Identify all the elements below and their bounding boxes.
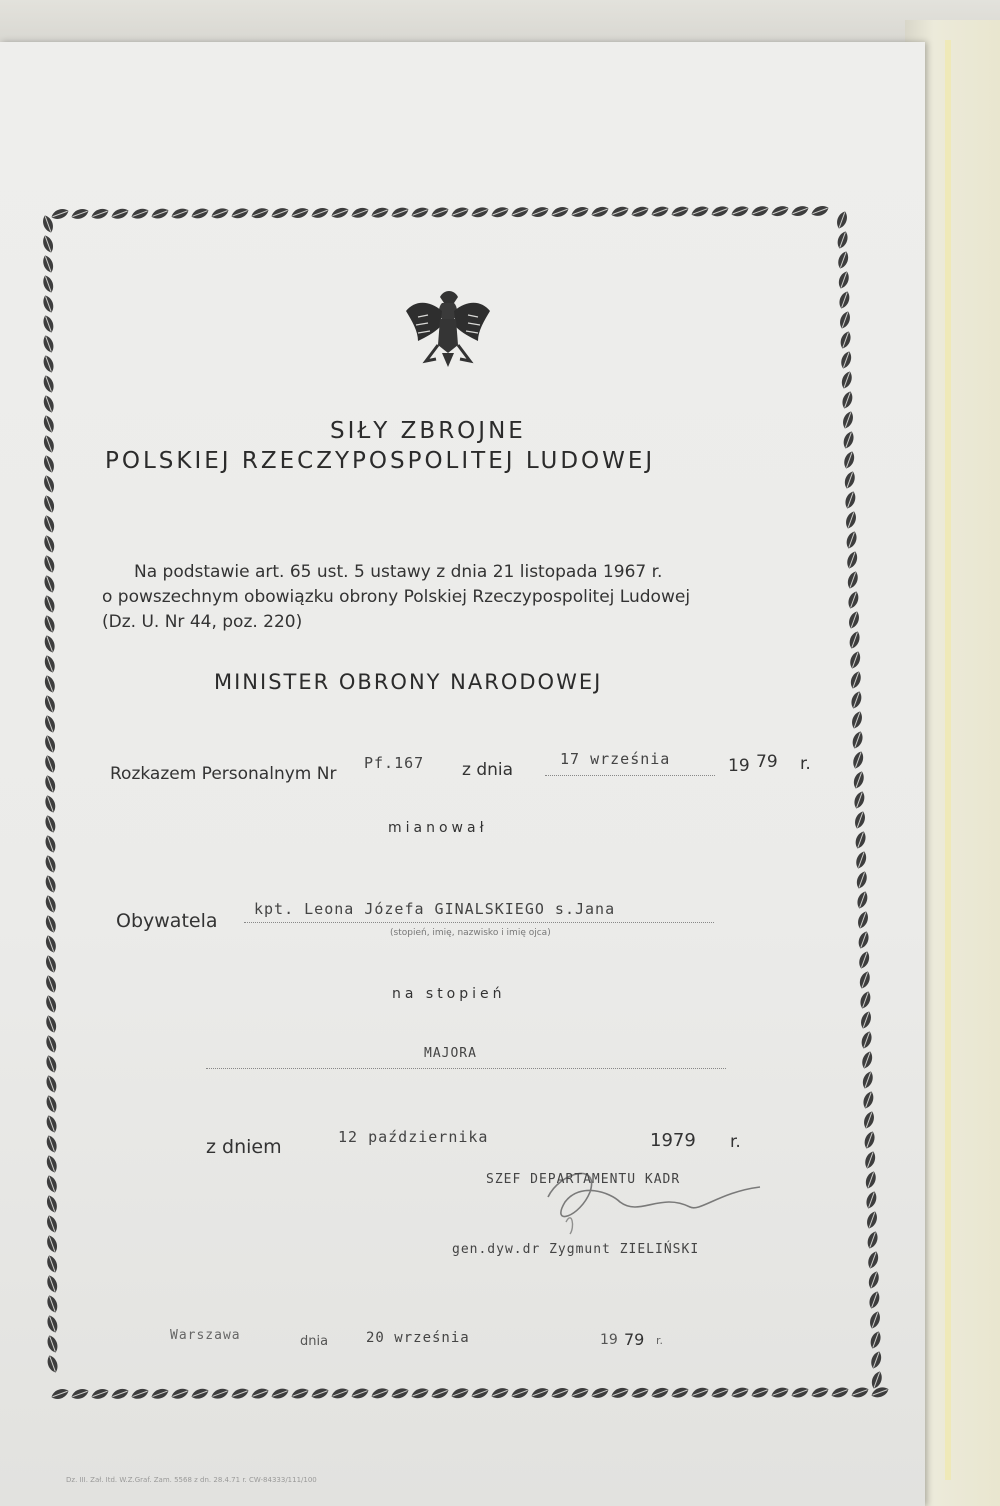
effective-year: 1979 [650, 1130, 696, 1151]
border-leaf [730, 1385, 750, 1400]
border-leaf [845, 570, 860, 590]
border-leaf [410, 205, 430, 220]
border-right [835, 210, 884, 1390]
border-leaf [390, 205, 410, 220]
border-leaf [44, 1014, 59, 1034]
border-leaf [849, 690, 864, 710]
border-leaf [850, 710, 865, 730]
border-leaf [42, 554, 57, 574]
border-leaf [430, 1386, 450, 1401]
border-leaf [470, 205, 490, 220]
border-leaf [865, 1210, 880, 1230]
border-leaf [590, 205, 610, 220]
border-leaf [42, 654, 57, 674]
border-leaf [41, 294, 56, 314]
border-leaf [857, 950, 872, 970]
order-label: Rozkazem Personalnym Nr [110, 764, 337, 784]
border-leaf [843, 490, 858, 510]
border-leaf [42, 534, 57, 554]
border-leaf [43, 794, 58, 814]
border-leaf [45, 1334, 60, 1354]
border-leaf [41, 334, 56, 354]
border-leaf [830, 1385, 850, 1400]
border-leaf [530, 205, 550, 220]
border-leaf [852, 790, 867, 810]
place-date-label: dnia [300, 1334, 329, 1349]
border-leaf [42, 514, 57, 534]
border-leaf [44, 1094, 59, 1114]
border-leaf [867, 1290, 882, 1310]
border-leaf [270, 1386, 290, 1401]
border-leaf [610, 204, 630, 219]
border-leaf [490, 1386, 510, 1401]
rank-value: MAJORA [424, 1046, 477, 1061]
border-leaf [150, 206, 170, 221]
border-leaf [310, 1386, 330, 1401]
order-date-line [545, 775, 715, 776]
border-leaf [41, 394, 56, 414]
border-leaf [847, 630, 862, 650]
border-leaf [670, 204, 690, 219]
border-leaf [790, 204, 810, 219]
border-leaf [869, 1350, 884, 1370]
border-leaf [42, 634, 57, 654]
border-leaf [869, 1370, 884, 1390]
border-leaf [866, 1270, 881, 1290]
border-leaf [450, 205, 470, 220]
border-leaf [450, 1386, 470, 1401]
border-leaf [45, 1314, 60, 1334]
border-leaf [290, 1386, 310, 1401]
header-line-2: POLSKIEJ RZECZYPOSPOLITEJ LUDOWEJ [105, 448, 656, 474]
border-leaf [42, 474, 57, 494]
border-leaf [41, 314, 56, 334]
legal-basis-line-2: o powszechnym obowiązku obrony Polskiej Rzeczypospolitej Ludowej [102, 587, 691, 607]
border-leaf [45, 1274, 60, 1294]
border-leaf [130, 1387, 150, 1402]
border-leaf [864, 1190, 879, 1210]
border-leaf [838, 310, 853, 330]
border-leaf [45, 1294, 60, 1314]
citizen-hint: (stopień, imię, nazwisko i imię ojca) [390, 928, 551, 938]
border-leaf [170, 1386, 190, 1401]
border-leaf [836, 270, 851, 290]
border-leaf [350, 205, 370, 220]
effective-date-value: 12 października [338, 1128, 489, 1146]
border-leaf [310, 206, 330, 221]
rank-label: na stopień [392, 986, 506, 1002]
border-leaf [130, 206, 150, 221]
border-leaf [856, 930, 871, 950]
border-leaf [835, 230, 850, 250]
border-leaf [41, 374, 56, 394]
border-leaf [170, 206, 190, 221]
border-leaf [810, 204, 830, 219]
border-leaf [43, 774, 58, 794]
border-leaf [836, 250, 851, 270]
border-leaf [630, 204, 650, 219]
border-leaf [862, 1130, 877, 1150]
border-leaf [860, 1050, 875, 1070]
border-leaf [44, 1154, 59, 1174]
border-leaf [190, 206, 210, 221]
border-leaf [650, 204, 670, 219]
border-leaf [841, 430, 856, 450]
border-leaf [210, 1386, 230, 1401]
border-leaf [770, 1385, 790, 1400]
border-leaf [490, 205, 510, 220]
border-leaf [45, 1174, 60, 1194]
border-leaf [730, 204, 750, 219]
border-leaf [863, 1150, 878, 1170]
border-leaf [370, 205, 390, 220]
legal-basis-line-3: (Dz. U. Nr 44, poz. 220) [102, 612, 303, 632]
border-leaf [43, 734, 58, 754]
border-leaf [44, 954, 59, 974]
border-leaf [790, 1385, 810, 1400]
border-leaf [43, 854, 58, 874]
order-date-label: z dnia [462, 760, 514, 780]
border-leaf [45, 1214, 60, 1234]
order-date-value: 17 września [560, 750, 671, 768]
border-leaf [858, 990, 873, 1010]
border-leaf [859, 1010, 874, 1030]
effective-label: z dniem [206, 1136, 282, 1158]
border-leaf [530, 1386, 550, 1401]
border-leaf [846, 590, 861, 610]
border-leaf [330, 206, 350, 221]
border-leaf [630, 1386, 650, 1401]
border-leaf [570, 205, 590, 220]
border-leaf [610, 1386, 630, 1401]
border-leaf [844, 510, 859, 530]
rank-line [206, 1068, 726, 1069]
border-leaf [45, 1234, 60, 1254]
border-leaf [42, 614, 57, 634]
border-leaf [841, 410, 856, 430]
border-leaf [868, 1310, 883, 1330]
border-leaf [650, 1385, 670, 1400]
border-leaf [855, 890, 870, 910]
border-leaf [848, 670, 863, 690]
border-leaf [857, 970, 872, 990]
border-leaf [44, 1034, 59, 1054]
border-leaf [690, 1385, 710, 1400]
border-leaf [90, 207, 110, 222]
border-leaf [854, 870, 869, 890]
border-leaf [230, 1386, 250, 1401]
border-leaf [865, 1230, 880, 1250]
print-footer: Dz. III. Zał. Itd. W.Z.Graf. Zam. 5568 z dn. 28.4.71 r. CW-84333/111/100 [66, 1476, 317, 1484]
border-leaf [850, 1385, 870, 1400]
border-leaf [410, 1386, 430, 1401]
border-leaf [44, 1054, 59, 1074]
border-leaf [90, 1387, 110, 1402]
border-leaf [859, 1030, 874, 1050]
border-leaf [44, 1114, 59, 1134]
border-leaf [845, 550, 860, 570]
border-leaf [43, 694, 58, 714]
border-leaf [839, 370, 854, 390]
border-leaf [851, 770, 866, 790]
place-year-unit: r. [656, 1334, 664, 1347]
border-leaf [45, 1194, 60, 1214]
order-year-prefix: 19 [728, 756, 750, 776]
border-leaf [43, 894, 58, 914]
border-leaf [854, 850, 869, 870]
border-leaf [844, 530, 859, 550]
place: Warszawa [170, 1328, 241, 1343]
border-leaf [210, 206, 230, 221]
place-date-value: 20 września [366, 1330, 470, 1346]
issuer-title: MINISTER OBRONY NARODOWEJ [214, 670, 603, 694]
border-leaf [670, 1385, 690, 1400]
border-leaf [839, 350, 854, 370]
border-leaf [250, 206, 270, 221]
border-leaf [43, 834, 58, 854]
border-leaf [430, 205, 450, 220]
signatory-title: SZEF DEPARTAMENTU KADR [486, 1172, 681, 1187]
border-leaf [863, 1170, 878, 1190]
border-leaf [868, 1330, 883, 1350]
border-leaf [510, 1386, 530, 1401]
border-bottom [50, 1385, 890, 1401]
citizen-line [244, 922, 714, 923]
border-leaf [770, 204, 790, 219]
border-leaf [750, 204, 770, 219]
border-leaf [110, 1387, 130, 1402]
border-leaf [550, 205, 570, 220]
border-leaf [250, 1386, 270, 1401]
appointed-label: mianował [388, 820, 488, 836]
border-leaf [230, 206, 250, 221]
border-leaf [842, 450, 857, 470]
border-leaf [190, 1386, 210, 1401]
polish-eagle-emblem [406, 291, 490, 367]
place-year-prefix: 19 [600, 1332, 618, 1348]
header-line-1: SIŁY ZBROJNE [330, 418, 526, 444]
border-leaf [848, 650, 863, 670]
border-leaf [710, 1385, 730, 1400]
border-leaf [842, 470, 857, 490]
border-leaf [838, 330, 853, 350]
order-year-unit: r. [800, 754, 811, 774]
border-leaf [44, 974, 59, 994]
border-leaf [690, 204, 710, 219]
border-leaf [866, 1250, 881, 1270]
border-top [50, 204, 830, 222]
border-leaf [43, 814, 58, 834]
border-leaf [510, 205, 530, 220]
border-leaf [43, 914, 58, 934]
border-leaf [550, 1386, 570, 1401]
border-leaf [570, 1386, 590, 1401]
border-leaf [270, 206, 290, 221]
background-sheet-edge [945, 40, 951, 1480]
border-leaf [150, 1386, 170, 1401]
border-leaf [43, 874, 58, 894]
border-leaf [370, 1386, 390, 1401]
border-leaf [41, 234, 56, 254]
border-leaf [50, 207, 70, 222]
border-leaf [41, 274, 56, 294]
border-leaf [41, 414, 56, 434]
border-leaf [835, 210, 850, 230]
border-leaf [850, 730, 865, 750]
border-leaf [43, 714, 58, 734]
legal-basis-line-1: Na podstawie art. 65 ust. 5 ustawy z dnia 21 listopada 1967 r. [134, 562, 663, 582]
border-leaf [847, 610, 862, 630]
border-leaf [110, 206, 130, 221]
border-leaf [710, 204, 730, 219]
order-year-suffix: 79 [756, 752, 778, 772]
border-leaf [837, 290, 852, 310]
border-leaf [42, 574, 57, 594]
border-leaf [750, 1385, 770, 1400]
border-leaf [810, 1385, 830, 1400]
border-leaf [42, 434, 57, 454]
border-leaf [350, 1386, 370, 1401]
border-leaf [41, 254, 56, 274]
border-leaf [70, 207, 90, 222]
border-leaf [43, 674, 58, 694]
order-number: Pf.167 [364, 754, 425, 772]
border-leaf [44, 1074, 59, 1094]
border-leaf [43, 754, 58, 774]
border-leaf [290, 206, 310, 221]
border-leaf [853, 830, 868, 850]
border-leaf [853, 810, 868, 830]
border-leaf [44, 994, 59, 1014]
border-leaf [45, 1254, 60, 1274]
border-leaf [590, 1386, 610, 1401]
border-leaf [860, 1070, 875, 1090]
effective-year-unit: r. [730, 1132, 741, 1152]
border-leaf [41, 354, 56, 374]
certificate-paper [0, 42, 925, 1506]
border-leaf [856, 910, 871, 930]
border-leaf [851, 750, 866, 770]
border-leaf [45, 1354, 60, 1374]
border-leaf [861, 1090, 876, 1110]
border-leaf [42, 454, 57, 474]
citizen-label: Obywatela [116, 910, 218, 932]
border-left [41, 214, 60, 1374]
border-leaf [390, 1386, 410, 1401]
border-leaf [470, 1386, 490, 1401]
border-leaf [70, 1387, 90, 1402]
border-leaf [330, 1386, 350, 1401]
signatory-name: gen.dyw.dr Zygmunt ZIELIŃSKI [452, 1242, 700, 1257]
place-year-suffix: 79 [624, 1330, 645, 1349]
citizen-value: kpt. Leona Józefa GINALSKIEGO s.Jana [254, 900, 616, 918]
border-leaf [42, 494, 57, 514]
border-leaf [42, 594, 57, 614]
border-leaf [50, 1387, 70, 1402]
border-leaf [44, 1134, 59, 1154]
border-leaf [840, 390, 855, 410]
border-leaf [862, 1110, 877, 1130]
border-leaf [44, 934, 59, 954]
